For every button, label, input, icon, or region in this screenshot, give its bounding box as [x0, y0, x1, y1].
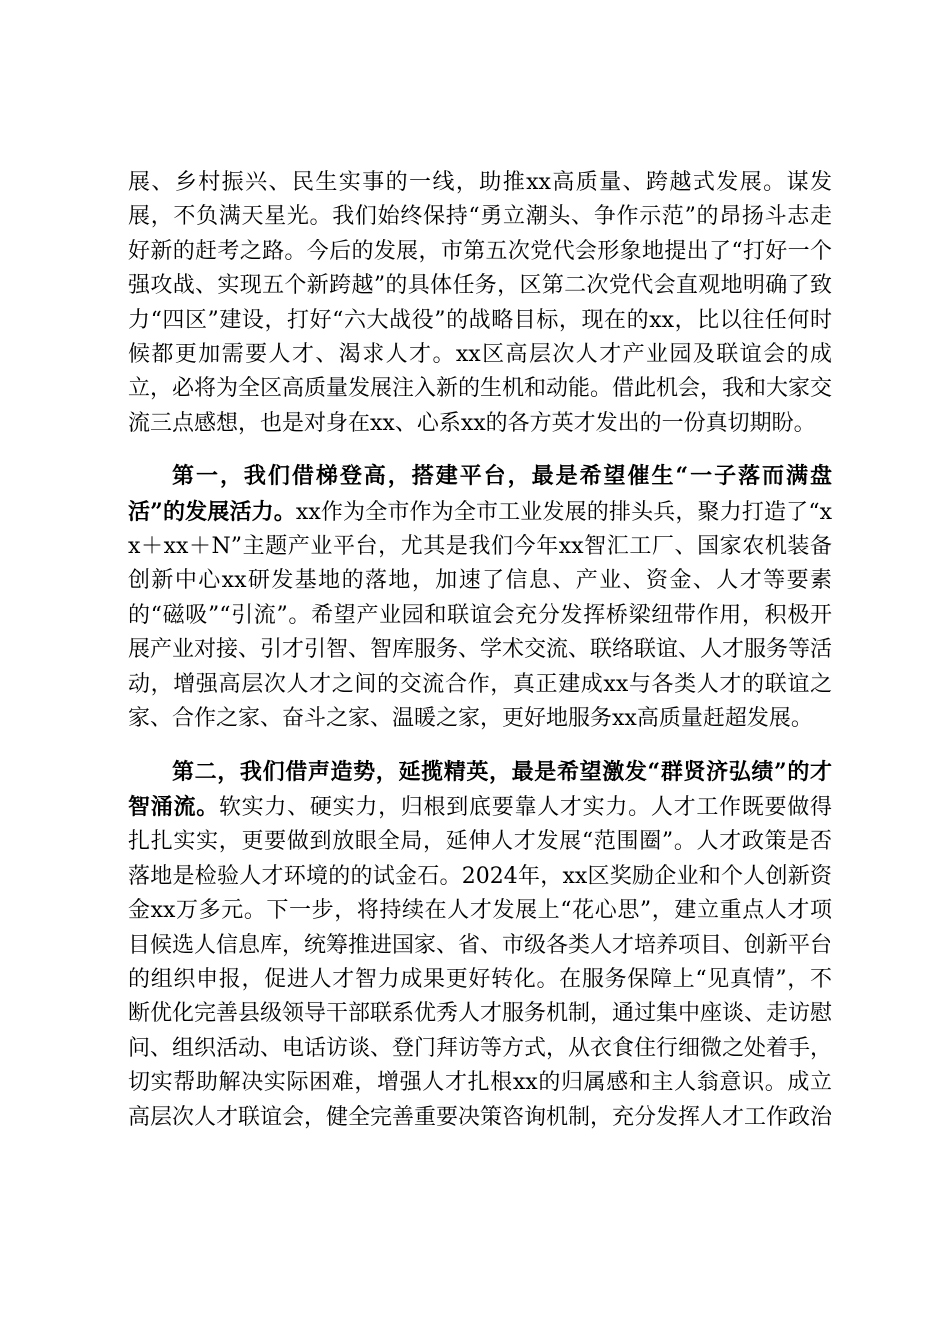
paragraph-1 — [128, 166, 832, 441]
paragraph-2-text: xx作为全市作为全市工业发展的排头兵，聚力打造了“xx＋xx＋N”主题产业平台，尤其是我们今年xx智汇工厂、国家农机装备创新中心xx研发基地的落地，加速了信息、产业、资金、人才等要素的“磁吸”“引流”。希望产业园和联谊会充分发挥桥梁纽带作用，积极开展产业对接、引才引智、智库服务、学术交流、联络联谊、人才服务等活动，增强高层次人才之间的交流合作，真正建成xx与各类人才的联谊之家、合作之家、奋斗之家、温暖之家，更好地服务xx高质量赶超发展。 — [128, 499, 833, 732]
paragraph-3-text: 软实力、硬实力，归根到底要靠人才实力。人才工作既要做得扎扎实实，更要做到放眼全局，延伸人才发展“范围圈”。人才政策是否落地是检验人才环境的的试金石。2024年，xx区奖励企业和个人创新资金xx万多元。下一步，将持续在人才发展上“花心思”，建立重点人才项目候选人信息库，统筹推进国家、省、市级各类人才培养项目、创新平台的组织申报，促进人才智力成果更好转化。在服务保障上“见真情”，不断优化完善县级领导干部联系优秀人才服务机制，通过集中座谈、走访慰问、组织活动、电话访谈、登门拜访等方式，从衣食住行细微之处着手，切实帮助解决实际困难，增强人才扎根xx的归属感和主人翁意识。成立高层次人才联谊会，健全完善重要决策咨询机制，充分发挥人才工作政治 — [128, 794, 833, 1130]
document-body — [128, 166, 832, 1153]
paragraph-3 — [128, 755, 832, 1135]
paragraph-1-text: 展、乡村振兴、民生实事的一线，助推xx高质量、跨越式发展。谋发展，不负满天星光。我们始终保持“勇立潮头、争作示范”的昂扬斗志走好新的赶考之路。今后的发展，市第五次党代会形象地提出了“打好一个强攻战、实现五个新跨越”的具体任务，区第二次党代会直观地明确了致力“四区”建设，打好“六大战役”的战略目标，现在的xx，比以往任何时候都更加需要人才、渴求人才。xx区高层次人才产业园及联谊会的成立，必将为全区高质量发展注入新的生机和动能。借此机会，我和大家交流三点感想，也是对身在xx、心系xx的各方英才发出的一份真切期盼。 — [128, 170, 833, 436]
paragraph-3-heading: 第二，我们借声造势，延揽精英，最是希望激发“群贤济弘绩”的才智涌流。 — [128, 758, 832, 820]
paragraph-2-heading: 第一，我们借梯登高，搭建平台，最是希望催生“一子落而满盘活”的发展活力。 — [128, 463, 832, 525]
paragraph-2 — [128, 459, 832, 736]
